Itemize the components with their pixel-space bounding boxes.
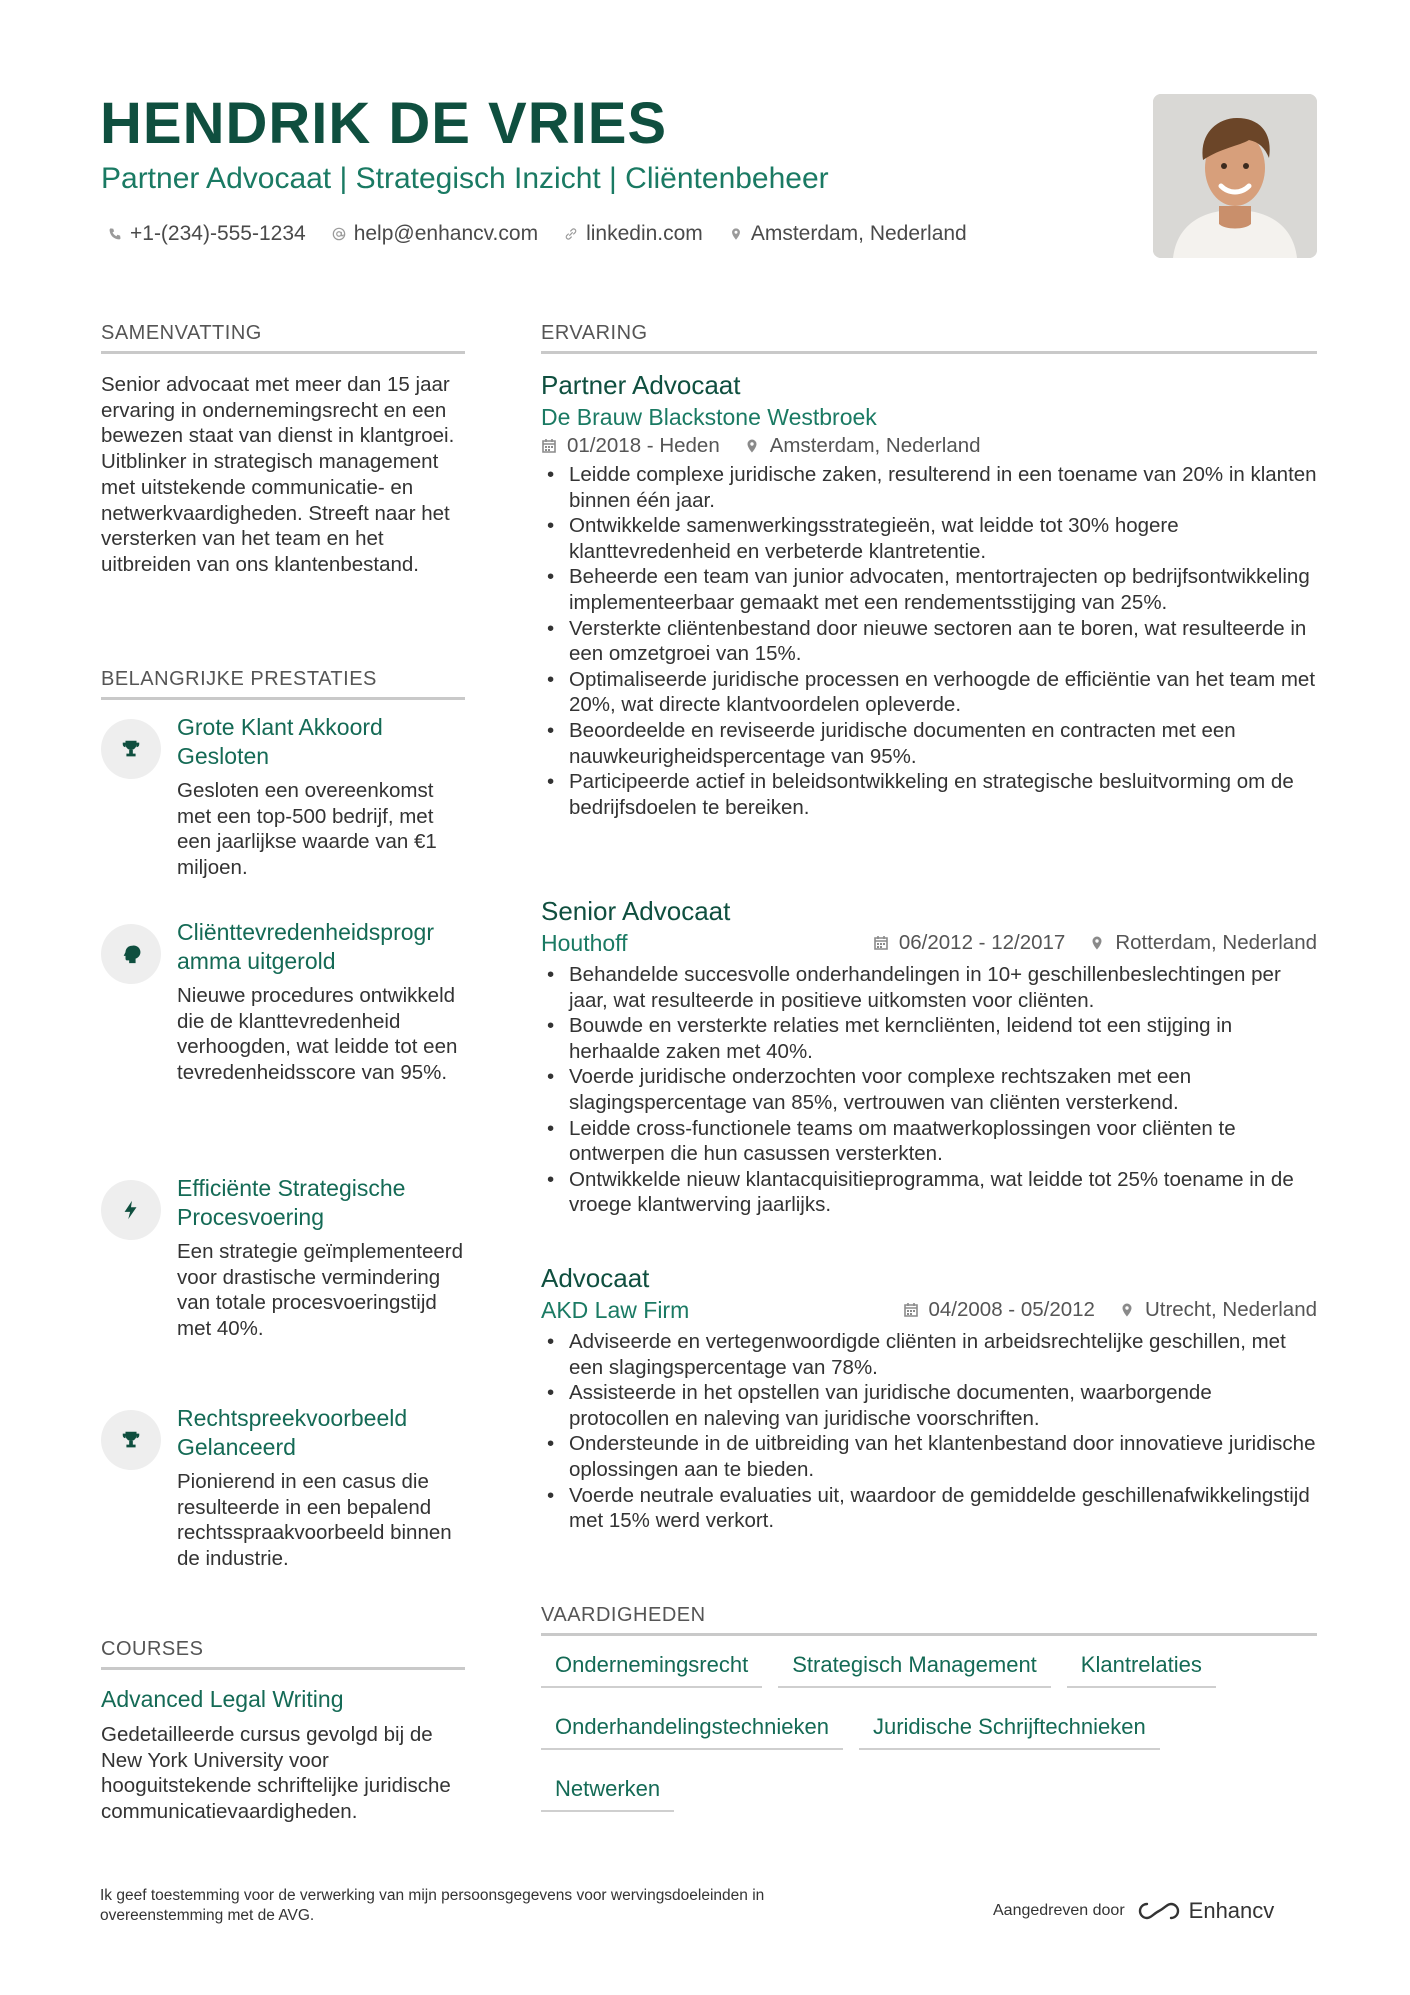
- course-title: Advanced Legal Writing: [101, 1686, 344, 1712]
- job-bullets: [541, 1329, 1317, 1534]
- achievement-desc: Gesloten een overeenkomst met een top-500 bedrijf, met een jaarlijkse waarde van €1 miljoen.: [177, 779, 437, 880]
- skill-tag: Strategisch Management: [778, 1648, 1051, 1688]
- location-text: Amsterdam, Nederland: [750, 222, 967, 245]
- achievement-title: Efficiënte Strategische Procesvoering: [177, 1175, 406, 1230]
- skills-row: [541, 1710, 1321, 1750]
- skills-list: [541, 1648, 1321, 1834]
- job-title: Partner Advocaat: [541, 370, 741, 400]
- job-dates-text: 06/2012 - 12/2017: [898, 931, 1066, 954]
- bullet-item: • Bouwde en versterkte relaties met kerncliënten, leidend tot een stijging in herhaalde zaken met 40%.: [541, 1013, 1317, 1064]
- company-name: De Brauw Blackstone Westbroek: [541, 404, 877, 430]
- headline: Partner Advocaat | Strategisch Inzicht | Cliëntenbeheer: [101, 162, 829, 195]
- job-entry: [541, 894, 1317, 1218]
- job-location: [744, 434, 981, 458]
- phone-text: +1-(234)-555-1234: [130, 222, 306, 245]
- job-title: Senior Advocaat: [541, 896, 731, 926]
- bullet-item: • Adviseerde en vertegenwoordigde cliënten in arbeidsrechtelijke geschillen, met een slagingspercentage van 78%.: [541, 1329, 1317, 1380]
- phone-icon: [108, 227, 122, 241]
- job-subheader: [541, 1295, 1317, 1325]
- location-pin-icon: [744, 438, 760, 454]
- achievement-item: [101, 1404, 471, 1574]
- job-meta: [541, 434, 1317, 458]
- contact-location: [729, 222, 967, 246]
- contact-phone[interactable]: [108, 222, 306, 246]
- job-location-text: Amsterdam, Nederland: [769, 434, 981, 457]
- achievement-item: [101, 1174, 471, 1364]
- job-meta: [903, 1298, 1318, 1322]
- job-meta: [873, 931, 1317, 955]
- bullet-item: • Ondersteunde in de uitbreiding van het klantenbestand door innovatieve juridische oplossingen aan te bieden.: [541, 1431, 1317, 1482]
- achievements-heading: BELANGRIJKE PRESTATIES: [101, 668, 465, 700]
- powered-by-label: Aangedreven door: [993, 1902, 1125, 1919]
- achievement-item: [101, 918, 471, 1138]
- course-desc: Gedetailleerde cursus gevolgd bij de New York University voor hooguitstekende schriftelijke juridische communicatievaardigheden.: [101, 1723, 451, 1824]
- summary-heading: SAMENVATTING: [101, 322, 465, 354]
- job-entry: [541, 1261, 1317, 1534]
- skill-tag: Ondernemingsrecht: [541, 1648, 762, 1688]
- bullet-item: • Leidde cross-functionele teams om maatwerkoplossingen voor cliënten te ontwerpen die hun casussen versterkten.: [541, 1116, 1317, 1167]
- job-bullets: [541, 462, 1317, 820]
- trophy-icon: [101, 719, 161, 779]
- bullet-item: • Participeerde actief in beleidsontwikkeling en strategische besluitvorming om de bedrijfsdoelen te bereiken.: [541, 769, 1317, 820]
- achievement-title: Cliënttevredenheidsprogr amma uitgerold: [177, 919, 434, 974]
- enhancv-logo-text: Enhancv: [1188, 1898, 1275, 1923]
- job-dates: [903, 1298, 1095, 1322]
- job-entry: [541, 368, 1317, 820]
- location-pin-icon: [1089, 935, 1105, 951]
- head-icon: [101, 924, 161, 984]
- calendar-icon: [873, 935, 889, 951]
- job-dates-text: 04/2008 - 05/2012: [928, 1298, 1095, 1321]
- bullet-item: • Beheerde een team van junior advocaten, mentortrajecten op bedrijfsontwikkeling implementeerbaar gemaakt met een rendementsstijging van 25%.: [541, 564, 1317, 615]
- email-text: help@enhancv.com: [353, 222, 539, 245]
- job-title: Advocaat: [541, 1263, 650, 1293]
- location-pin-icon: [729, 227, 743, 241]
- bullet-item: • Leidde complexe juridische zaken, resulterend in een toename van 20% in klanten binnen één jaar.: [541, 462, 1317, 513]
- experience-heading: ERVARING: [541, 322, 1317, 354]
- powered-by[interactable]: [993, 1898, 1274, 1924]
- achievement-desc: Een strategie geïmplementeerd voor drastische vermindering van totale procesvoeringstijd met 40%.: [177, 1240, 464, 1341]
- job-dates: [541, 434, 720, 458]
- skill-tag: Onderhandelingstechnieken: [541, 1710, 843, 1750]
- contact-email[interactable]: [332, 222, 538, 246]
- achievement-title: Rechtspreekvoorbeeld Gelanceerd: [177, 1405, 408, 1460]
- job-location: [1089, 931, 1317, 955]
- profile-photo: [1153, 94, 1317, 258]
- job-subheader: [541, 928, 1317, 958]
- bullet-item: • Beoordeelde en reviseerde juridische documenten en contracten met een nauwkeurigheidspercentage van 95%.: [541, 718, 1317, 769]
- link-icon: [564, 227, 578, 241]
- job-location-text: Utrecht, Nederland: [1144, 1298, 1317, 1321]
- company-name: Houthoff: [541, 930, 628, 956]
- bullet-item: • Ontwikkelde samenwerkingsstrategieën, wat leidde tot 30% hogere klanttevredenheid en verbeterde klantretentie.: [541, 513, 1317, 564]
- bullet-item: • Voerde neutrale evaluaties uit, waardoor de gemiddelde geschillenafwikkelingstijd met 15% werd verkort.: [541, 1483, 1317, 1534]
- gdpr-consent: Ik geef toestemming voor de verwerking van mijn persoonsgegevens voor wervingsdoeleinden in overeenstemming met de AVG.: [100, 1887, 765, 1924]
- job-dates: [873, 931, 1065, 955]
- trophy-icon: [101, 1410, 161, 1470]
- linkedin-text: linkedin.com: [586, 222, 703, 245]
- skill-tag: Netwerken: [541, 1772, 674, 1812]
- bullet-item: • Versterkte cliëntenbestand door nieuwe sectoren aan te boren, wat resulteerde in een omzetgroei van 15%.: [541, 616, 1317, 667]
- bullet-item: • Behandelde succesvolle onderhandelingen in 10+ geschillenbeslechtingen per jaar, wat resulteerde in positieve uitkomsten voor cliënten.: [541, 962, 1317, 1013]
- calendar-icon: [541, 438, 557, 454]
- contact-bar: [108, 222, 967, 246]
- job-dates-text: 01/2018 - Heden: [567, 434, 720, 457]
- enhancv-logo: [1137, 1898, 1275, 1924]
- location-pin-icon: [1119, 1302, 1135, 1318]
- at-icon: [332, 227, 346, 241]
- skills-row: [541, 1772, 1321, 1812]
- enhancv-logo-icon: [1137, 1900, 1181, 1922]
- portrait-illustration: [1153, 94, 1317, 258]
- skill-tag: Klantrelaties: [1067, 1648, 1216, 1688]
- calendar-icon: [903, 1302, 919, 1318]
- bullet-item: • Ontwikkelde nieuw klantacquisitieprogramma, wat leidde tot 25% toename in de vroege klantwerving jaarlijks.: [541, 1167, 1317, 1218]
- bullet-item: • Voerde juridische onderzochten voor complexe rechtszaken met een slagingspercentage van 85%, vertrouwen van cliënten versterkend.: [541, 1064, 1317, 1115]
- job-bullets: [541, 962, 1317, 1218]
- bullet-item: • Assisteerde in het opstellen van juridische documenten, waarborgende protocollen en naleving van juridische voorschriften.: [541, 1380, 1317, 1431]
- achievement-item: [101, 713, 471, 893]
- bullet-item: • Optimaliseerde juridische processen en verhoogde de efficiëntie van het team met 20%, wat directe klantvoordelen opleverde.: [541, 667, 1317, 718]
- lightning-icon: [101, 1180, 161, 1240]
- company-name: AKD Law Firm: [541, 1297, 690, 1323]
- achievement-desc: Pionierend in een casus die resulteerde in een bepalend rechtsspraakvoorbeeld binnen de industrie.: [177, 1470, 452, 1571]
- contact-linkedin[interactable]: [564, 222, 703, 246]
- job-location: [1119, 1298, 1317, 1322]
- job-location-text: Rotterdam, Nederland: [1115, 931, 1317, 954]
- courses-heading: COURSES: [101, 1638, 465, 1670]
- summary-text: Senior advocaat met meer dan 15 jaar ervaring in ondernemingsrecht en een bewezen staat van dienst in klantgroei. Uitblinker in strategisch management met uitstekende communicatie- en netwerkvaardigheden. Streeft naar het versterken van het team en het uitbreiden van ons klantenbestand.: [101, 373, 455, 576]
- achievement-title: Grote Klant Akkoord Gesloten: [177, 714, 383, 769]
- skills-heading: VAARDIGHEDEN: [541, 1604, 1317, 1636]
- achievement-desc: Nieuwe procedures ontwikkeld die de klanttevredenheid verhoogden, wat leidde tot een tevredenheidsscore van 95%.: [177, 984, 458, 1085]
- skill-tag: Juridische Schrijftechnieken: [859, 1710, 1160, 1750]
- candidate-name: HENDRIK DE VRIES: [100, 91, 668, 156]
- skills-row: [541, 1648, 1321, 1688]
